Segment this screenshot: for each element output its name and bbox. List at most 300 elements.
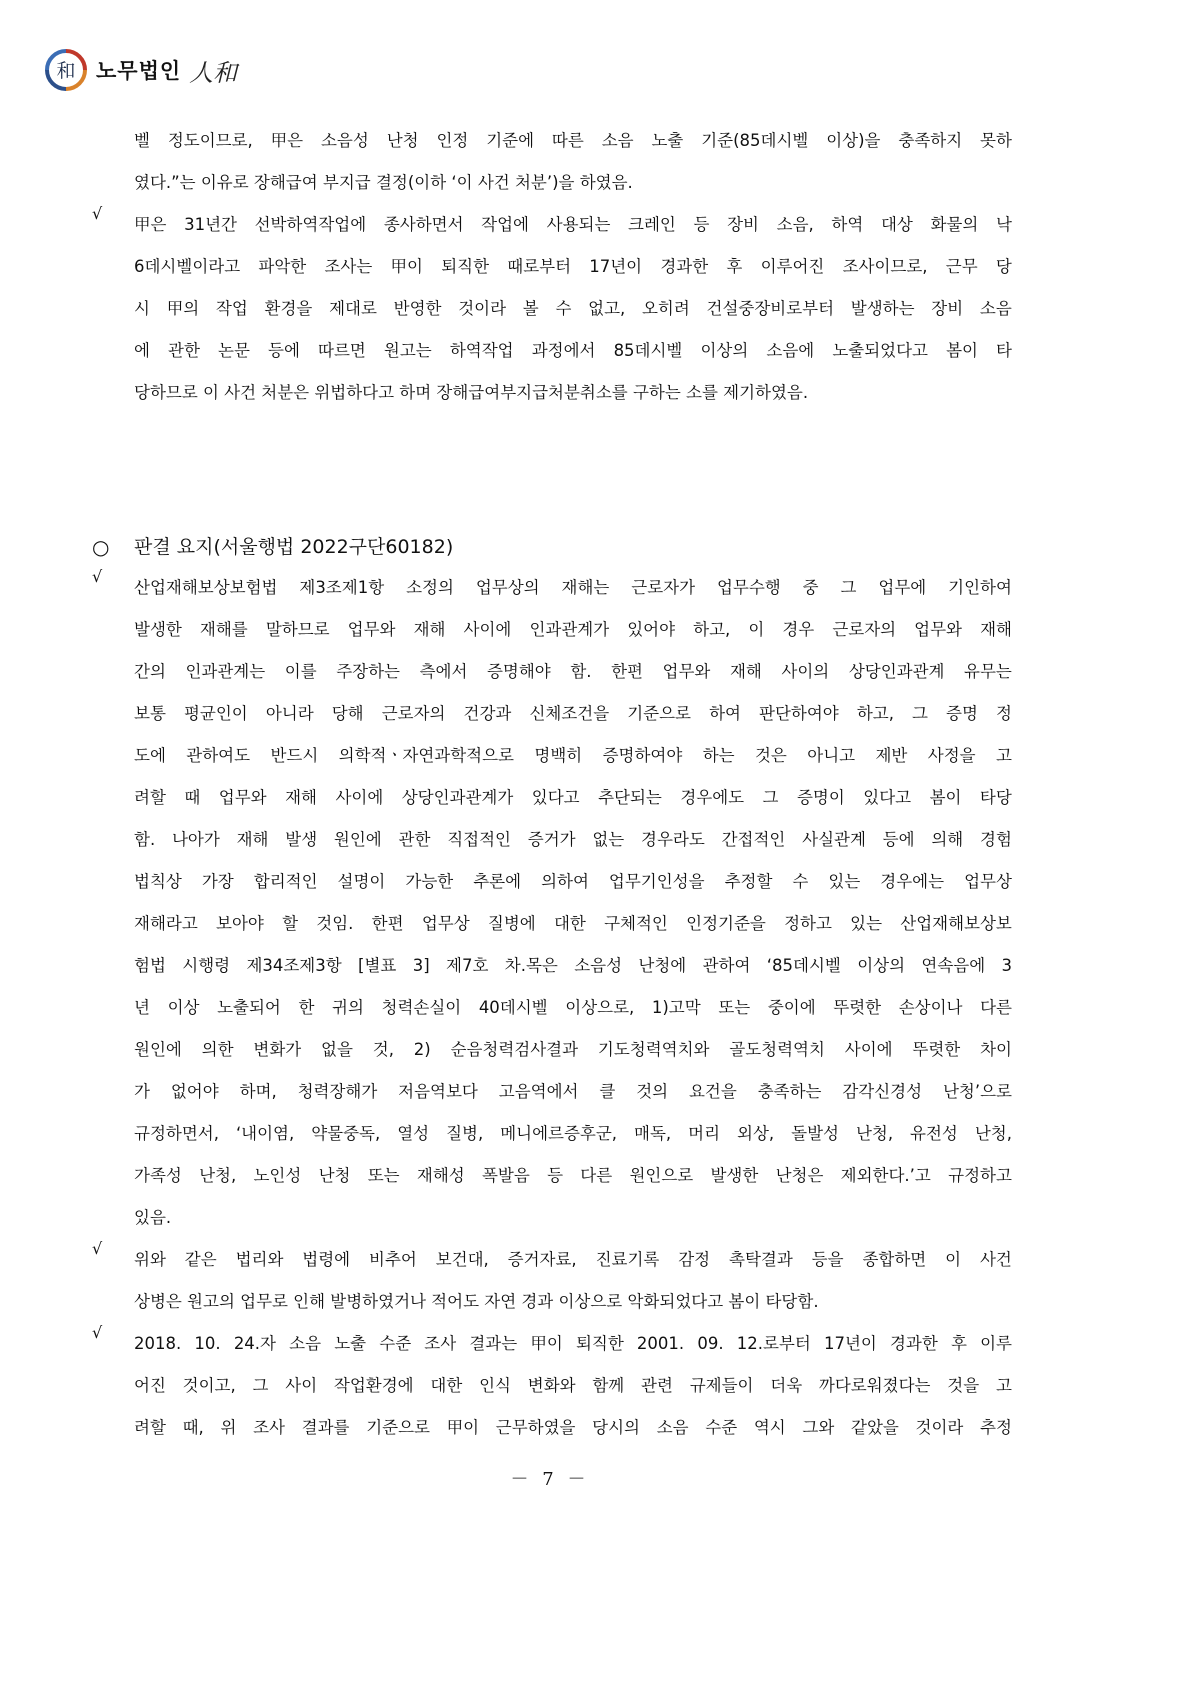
- word: 것은: [754, 746, 787, 765]
- word: 증명하여야: [602, 746, 683, 765]
- word: 재해: [285, 788, 317, 807]
- word: 甲이: [530, 1334, 563, 1353]
- word: 타당: [979, 788, 1012, 807]
- text-line: [134, 987, 1012, 1029]
- word: 변화가: [253, 1040, 302, 1059]
- word: 2001.: [636, 1334, 685, 1353]
- word: 것의: [636, 1082, 669, 1101]
- word: 3]: [412, 956, 430, 975]
- word: 함.: [570, 662, 592, 681]
- word: 후: [950, 1334, 967, 1353]
- word: 것이고,: [182, 1376, 236, 1395]
- word: 도에: [134, 746, 166, 765]
- word: 소음: [601, 131, 634, 150]
- word: 재해: [980, 620, 1012, 639]
- word: 메니에르증후군,: [500, 1124, 618, 1143]
- word: 조사이므로,: [842, 257, 928, 276]
- word: 함께: [592, 1376, 625, 1395]
- word: 노출: [334, 1334, 367, 1353]
- word: 당시의: [592, 1418, 640, 1437]
- text-line: [134, 120, 1012, 162]
- checkmark-icon: √: [92, 567, 103, 586]
- text-line: 였다.”는 이유로 장해급여 부지급 결정(이하 ‘이 사건 처분’)을 하였음.: [134, 173, 633, 192]
- word: 하역: [831, 215, 864, 234]
- word: 이: [945, 1250, 962, 1269]
- word: 난청은: [775, 1166, 824, 1185]
- word: 나아가: [171, 830, 220, 849]
- word: 보통: [134, 704, 166, 723]
- word: 발생하는: [850, 299, 915, 318]
- word: 재해: [236, 830, 269, 849]
- word: 재해라고: [134, 914, 198, 933]
- word: 직접적인: [447, 830, 511, 849]
- word: 수준: [379, 1334, 412, 1353]
- word: 2): [413, 1040, 431, 1059]
- plaintiff-claim-paragraph: [92, 204, 1012, 414]
- word: 있는: [828, 872, 861, 891]
- text-line: [134, 651, 1012, 693]
- word: 질병,: [446, 1124, 484, 1143]
- word: 보아야: [216, 914, 264, 933]
- judgment-point-2: [92, 1239, 1012, 1323]
- word: 벨: [134, 131, 150, 150]
- word: 제반: [875, 746, 908, 765]
- word: 법령에: [302, 1250, 351, 1269]
- word: 노출되었다고: [832, 341, 928, 360]
- text-line: [134, 288, 1012, 330]
- word: 감각신경성: [842, 1082, 923, 1101]
- word: ‘내이염,: [235, 1124, 295, 1143]
- word: 선박하역작업에: [254, 215, 367, 234]
- word: 재해: [729, 662, 762, 681]
- word: 중: [802, 578, 819, 597]
- word: 오히려: [641, 299, 690, 318]
- word: 업무기인성을: [608, 872, 705, 891]
- word: 있어야: [627, 620, 676, 639]
- word: 논문: [218, 341, 250, 360]
- judgment-point-1: [92, 567, 1012, 1239]
- word: 발생한: [134, 620, 182, 639]
- word: 경과한: [660, 257, 709, 276]
- word: 기준으로: [366, 1418, 430, 1437]
- word: 추론에: [473, 872, 522, 891]
- word: 뚜렷한: [912, 1040, 961, 1059]
- word: 1)고막: [651, 998, 701, 1017]
- word: 같았을: [851, 1418, 899, 1437]
- word: ‘85데시벨: [766, 956, 841, 975]
- word: 업무와: [218, 788, 267, 807]
- word: 40데시벨: [478, 998, 548, 1017]
- text-line: [134, 735, 1012, 777]
- word: 변화와: [527, 1376, 576, 1395]
- word: 경우에는: [880, 872, 945, 891]
- word: 조사: [253, 1418, 285, 1437]
- word: 등을: [811, 1250, 844, 1269]
- word: 화물의: [930, 215, 979, 234]
- word: 고: [995, 1376, 1012, 1395]
- word: 것,: [372, 1040, 394, 1059]
- word: 결과는: [469, 1334, 518, 1353]
- word: 사이에: [844, 1040, 893, 1059]
- word: 당해: [331, 704, 364, 723]
- word: 노출: [651, 131, 684, 150]
- word: 또는: [718, 998, 751, 1017]
- word: 그: [762, 788, 779, 807]
- word: 이상)을: [826, 131, 881, 150]
- word: 년: [134, 998, 150, 1017]
- word: 기준에: [486, 131, 535, 150]
- word: 업무와: [662, 662, 711, 681]
- text-line: 당하므로 이 사건 처분은 위법하다고 하며 장해급여부지급처분취소를 구하는 소를 제기하였음.: [134, 383, 809, 402]
- word: 이: [748, 620, 765, 639]
- word: 의학적ㆍ자연과학적으로: [338, 746, 514, 765]
- word: 경우라도: [641, 830, 705, 849]
- word: 10.: [194, 1334, 221, 1353]
- text-line: [134, 1113, 1012, 1155]
- word: 순음청력검사결과: [450, 1040, 579, 1059]
- word: 중이에: [767, 998, 816, 1017]
- word: 관한: [168, 341, 200, 360]
- word: 원인에: [333, 830, 382, 849]
- text-line: [134, 330, 1012, 372]
- text-line: [134, 1323, 1012, 1365]
- word: 원인에: [134, 1040, 182, 1059]
- word: 청력장해가: [297, 1082, 378, 1101]
- word: 다른: [580, 1166, 613, 1185]
- word: 산업재해보상보: [900, 914, 1012, 933]
- word: 상당인과관계가: [401, 788, 514, 807]
- word: 등: [693, 215, 710, 234]
- word: 경우: [782, 620, 815, 639]
- word: 甲이: [390, 257, 423, 276]
- word: 따른: [551, 131, 584, 150]
- page-number: － 7 －: [510, 1469, 590, 1490]
- word: 때로부터: [507, 257, 572, 276]
- word: 반영한: [393, 299, 442, 318]
- word: 차.목은: [504, 956, 558, 975]
- word: 질병에: [487, 914, 536, 933]
- word: 경과한: [889, 1334, 938, 1353]
- word: 신체조건을: [529, 704, 610, 723]
- word: 폭발음: [481, 1166, 530, 1185]
- text-line: [134, 945, 1012, 987]
- word: 간의: [134, 662, 166, 681]
- word: 유무는: [964, 662, 1012, 681]
- text-line: [134, 1071, 1012, 1113]
- word: 장비: [931, 299, 964, 318]
- word: 31년간: [184, 215, 237, 234]
- word: 뚜렷한: [833, 998, 882, 1017]
- word: 이루: [980, 1334, 1012, 1353]
- word: 봄이: [946, 341, 978, 360]
- word: 충족하는: [757, 1082, 822, 1101]
- word: 돌발성: [791, 1124, 839, 1143]
- word: 있다고: [863, 788, 912, 807]
- word: 반드시: [270, 746, 319, 765]
- word: 인식: [479, 1376, 511, 1395]
- word: 2018.: [134, 1334, 182, 1353]
- word: 규정하고: [948, 1166, 1012, 1185]
- word: 하고,: [856, 704, 894, 723]
- word: 대한: [553, 914, 586, 933]
- text-line: [134, 1155, 1012, 1197]
- word: 기준으로: [627, 704, 691, 723]
- word: 유전성: [910, 1124, 958, 1143]
- word: 난청에: [638, 956, 687, 975]
- text-line: [134, 1029, 1012, 1071]
- word: 청력손실이: [381, 998, 462, 1017]
- word: 이루어진: [760, 257, 825, 276]
- word: 차이: [980, 1040, 1012, 1059]
- word: 건설중장비로부터: [706, 299, 835, 318]
- word: 사이에: [463, 620, 512, 639]
- word: 없고,: [588, 299, 626, 318]
- word: 하는: [702, 746, 735, 765]
- word: 소음: [979, 299, 1012, 318]
- word: 가장: [201, 872, 234, 891]
- word: 발생한: [710, 1166, 759, 1185]
- word: 구체적인: [604, 914, 668, 933]
- word: 원고는: [383, 341, 432, 360]
- word: 원인으로: [629, 1166, 694, 1185]
- word: 간접적인: [721, 830, 786, 849]
- word: 것을: [947, 1376, 980, 1395]
- word: 아니고: [807, 746, 856, 765]
- word: 가: [134, 1082, 150, 1101]
- word: 증거가: [527, 830, 576, 849]
- word: 고: [995, 746, 1012, 765]
- text-line: 상병은 원고의 업무로 인해 발병하였거나 적어도 자연 경과 이상으로 악화되었다고 봄이 타당함.: [134, 1292, 819, 1311]
- word: 수준: [705, 1418, 738, 1437]
- word: 비추어: [369, 1250, 417, 1269]
- text-line: [134, 567, 1012, 609]
- word: 장비: [727, 215, 759, 234]
- word: 귀의: [332, 998, 364, 1017]
- word: 소음에: [766, 341, 815, 360]
- word: 볼: [522, 299, 539, 318]
- word: 증명이: [796, 788, 845, 807]
- word: 까다로워졌다는: [818, 1376, 931, 1395]
- word: 역시: [753, 1418, 786, 1437]
- word: 관하여: [702, 956, 751, 975]
- word: 요건을: [688, 1082, 737, 1101]
- word: 낙: [995, 215, 1012, 234]
- word: 업무상: [964, 872, 1012, 891]
- word: 정하고: [784, 914, 832, 933]
- word: 려할: [134, 1418, 166, 1437]
- word: 작업: [215, 299, 248, 318]
- word: 관하여도: [186, 746, 251, 765]
- word: 따르면: [318, 341, 366, 360]
- word: 의하여: [541, 872, 589, 891]
- word: 위: [220, 1418, 237, 1437]
- text-line: [134, 861, 1012, 903]
- word: 난청’으로: [942, 1082, 1012, 1101]
- word: 17년이: [589, 257, 643, 276]
- word: 판단하여야: [759, 704, 839, 723]
- word: 재해: [413, 620, 446, 639]
- word: 아니라: [265, 704, 314, 723]
- word: 한편: [611, 662, 643, 681]
- word: 甲은: [134, 215, 167, 234]
- word: 17년이: [823, 1334, 877, 1353]
- word: 위와: [134, 1250, 166, 1269]
- word: 난청: [318, 1166, 351, 1185]
- firm-name: 노무법인: [96, 59, 182, 83]
- word: 다른: [980, 998, 1012, 1017]
- checkmark-icon: √: [92, 204, 103, 223]
- text-line: [134, 819, 1012, 861]
- word: 하여: [709, 704, 741, 723]
- word: 험법: [134, 956, 166, 975]
- word: 못하: [980, 131, 1012, 150]
- word: 머리: [688, 1124, 721, 1143]
- word: 이상의: [857, 956, 906, 975]
- word: 제7호: [446, 956, 489, 975]
- word: 할: [282, 914, 299, 933]
- text-line: [134, 246, 1012, 288]
- word: 수: [792, 872, 809, 891]
- text-line: [134, 1407, 1012, 1449]
- word: 그: [252, 1376, 269, 1395]
- word: 가능한: [405, 872, 454, 891]
- text-line: [134, 903, 1012, 945]
- word: 추정: [980, 1418, 1012, 1437]
- word: 작업에: [481, 215, 529, 234]
- word: 충족하지: [898, 131, 963, 150]
- word: 에: [134, 341, 150, 360]
- word: 골도청력역치: [729, 1040, 825, 1059]
- word: 결과를: [301, 1418, 350, 1437]
- word: 려할: [134, 788, 166, 807]
- word: 이상의: [700, 341, 749, 360]
- text-line: [134, 1365, 1012, 1407]
- word: 사이의: [781, 662, 830, 681]
- word: 증거자료,: [507, 1250, 577, 1269]
- word: 하며,: [239, 1082, 277, 1101]
- word: 이를: [284, 662, 317, 681]
- word: 약물중독,: [311, 1124, 381, 1143]
- word: 하역작업: [449, 341, 514, 360]
- word: 제3조제1항: [299, 578, 385, 597]
- word: 합리적인: [253, 872, 318, 891]
- word: 사용되는: [546, 215, 611, 234]
- word: 등: [547, 1166, 564, 1185]
- word: 타: [996, 341, 1012, 360]
- word: 의한: [201, 1040, 234, 1059]
- word: 난청,: [974, 1124, 1012, 1143]
- word: 관한: [398, 830, 431, 849]
- word: 소음,: [776, 215, 814, 234]
- word: 제34조제3항: [246, 956, 342, 975]
- word: 추단되는: [598, 788, 662, 807]
- word: 시행령: [182, 956, 231, 975]
- word: 제외한다.’고: [840, 1166, 931, 1185]
- word: 산업재해보상보험법: [134, 578, 278, 597]
- word: 甲은: [270, 131, 304, 150]
- word: 클: [599, 1082, 616, 1101]
- word: 사이: [285, 1376, 318, 1395]
- word: 근무: [945, 257, 978, 276]
- text-line: [134, 204, 1012, 246]
- word: 인과관계가: [529, 620, 610, 639]
- word: 한편: [371, 914, 404, 933]
- word: 건강과: [463, 704, 512, 723]
- word: 것이라: [458, 299, 507, 318]
- word: 추정할: [724, 872, 773, 891]
- word: 인정기준을: [686, 914, 766, 933]
- word: 종사하면서: [383, 215, 464, 234]
- word: 정도이므로,: [167, 131, 253, 150]
- word: 가족성: [134, 1166, 182, 1185]
- checkmark-icon: √: [92, 1323, 103, 1342]
- word: 없어야: [170, 1082, 219, 1101]
- document-header: [44, 46, 237, 94]
- word: 조사: [424, 1334, 457, 1353]
- word: 환경을: [264, 299, 313, 318]
- word: 법칙상: [134, 872, 182, 891]
- word: 증명: [946, 704, 978, 723]
- word: 수: [555, 299, 572, 318]
- word: 저음역보다: [398, 1082, 478, 1101]
- circle-bullet-icon: ○: [92, 535, 110, 559]
- word: 24.자: [233, 1334, 276, 1353]
- text-line: [134, 609, 1012, 651]
- word: 노출되어: [217, 998, 281, 1017]
- word: 난청: [386, 131, 419, 150]
- word: 그: [912, 704, 928, 723]
- word: 甲의: [166, 299, 200, 318]
- word: 근로자의: [832, 620, 897, 639]
- word: 소정의: [406, 578, 454, 597]
- word: 함.: [134, 830, 156, 849]
- word: 과정에서: [531, 341, 596, 360]
- word: 외상,: [737, 1124, 775, 1143]
- word: 등에: [268, 341, 300, 360]
- word: 기도청력역치와: [597, 1040, 710, 1059]
- text-line: 있음.: [134, 1208, 172, 1227]
- word: 진료기록: [595, 1250, 660, 1269]
- word: 퇴직한: [441, 257, 490, 276]
- word: 규정하면서,: [134, 1124, 219, 1143]
- word: 한: [298, 998, 315, 1017]
- word: 봄이: [929, 788, 962, 807]
- word: 고음역에서: [498, 1082, 579, 1101]
- word: 명백히: [534, 746, 583, 765]
- word: 6데시벨이라고: [134, 257, 241, 276]
- word: 발생: [285, 830, 318, 849]
- word: 인과관계는: [185, 662, 266, 681]
- word: 그: [840, 578, 857, 597]
- word: 85데시벨: [613, 341, 683, 360]
- word: 근무하였을: [495, 1418, 576, 1437]
- word: 후: [726, 257, 743, 276]
- word: 사건: [979, 1250, 1012, 1269]
- word: 경험: [980, 830, 1012, 849]
- word: 노인성: [253, 1166, 302, 1185]
- word: 없는: [592, 830, 625, 849]
- word: 주장하는: [336, 662, 400, 681]
- word: 때,: [182, 1418, 204, 1437]
- text-line: [134, 777, 1012, 819]
- word: 것이라: [915, 1418, 964, 1437]
- word: 이상으로,: [565, 998, 635, 1017]
- word: 인정: [436, 131, 469, 150]
- word: 업무수행: [716, 578, 781, 597]
- word: 재해성: [416, 1166, 465, 1185]
- word: 3: [1001, 956, 1012, 975]
- word: 것임.: [316, 914, 354, 933]
